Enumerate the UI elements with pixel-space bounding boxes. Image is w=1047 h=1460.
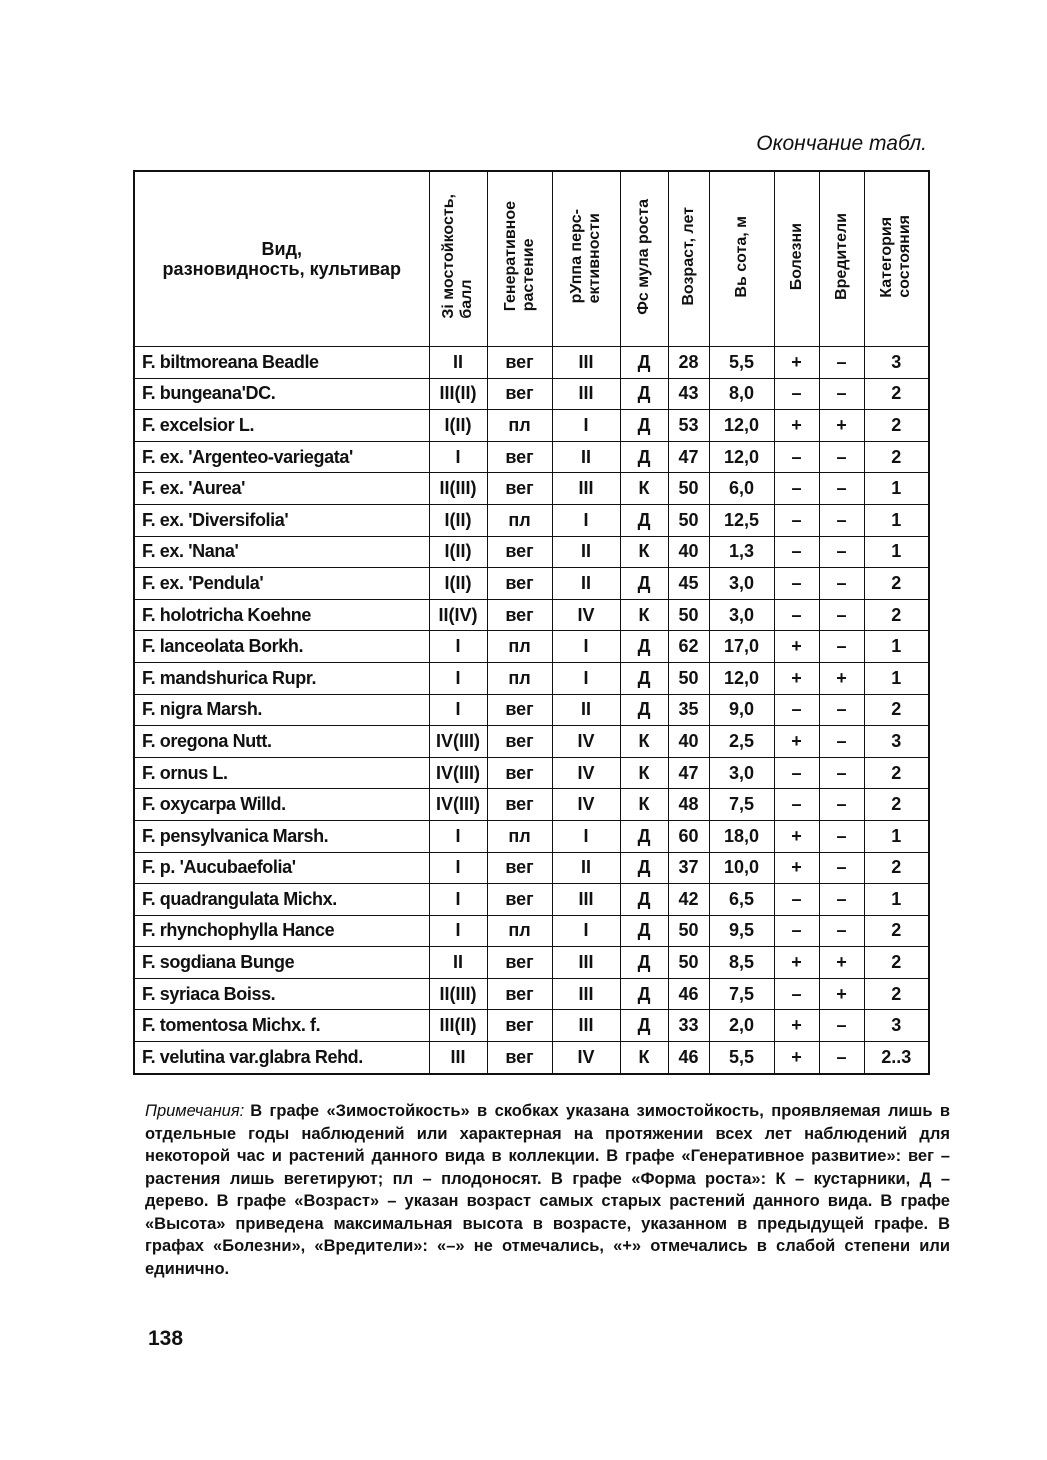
header-category-line2: состояния (896, 215, 914, 298)
cell-name: F. ex. 'Argenteo-variegata' (134, 441, 429, 473)
cell-form: К (620, 473, 668, 505)
cell-height: 5,5 (709, 347, 774, 379)
cell-name: F. pensylvanica Marsh. (134, 820, 429, 852)
cell-group: IV (552, 1042, 620, 1074)
cell-pests: – (819, 884, 864, 916)
cell-age: 50 (668, 473, 709, 505)
table-row (134, 631, 929, 663)
table-row (134, 599, 929, 631)
cell-age: 47 (668, 441, 709, 473)
cell-height: 12,5 (709, 504, 774, 536)
header-age-text: Возраст, лет (679, 207, 697, 306)
cell-age: 60 (668, 820, 709, 852)
cell-form: Д (620, 694, 668, 726)
cell-diseases: – (774, 504, 819, 536)
cell-hardiness: II (429, 947, 487, 979)
cell-age: 50 (668, 599, 709, 631)
cell-height: 3,0 (709, 599, 774, 631)
cell-group: I (552, 631, 620, 663)
cell-form: Д (620, 504, 668, 536)
cell-pests: – (819, 568, 864, 600)
cell-form: К (620, 757, 668, 789)
cell-category: 1 (864, 884, 929, 916)
header-prospect-group (552, 171, 620, 347)
cell-age: 33 (668, 1010, 709, 1042)
cell-group: III (552, 978, 620, 1010)
cell-name: F. velutina var.glabra Rehd. (134, 1042, 429, 1074)
cell-age: 46 (668, 978, 709, 1010)
cell-height: 7,5 (709, 978, 774, 1010)
table-row (134, 915, 929, 947)
cell-gen: вег (487, 599, 552, 631)
cell-pests: – (819, 1042, 864, 1074)
cell-form: Д (620, 978, 668, 1010)
cell-height: 18,0 (709, 820, 774, 852)
cell-gen: вег (487, 694, 552, 726)
cell-hardiness: I (429, 441, 487, 473)
header-condition-category (864, 171, 929, 347)
cell-hardiness: I (429, 694, 487, 726)
cell-gen: вег (487, 536, 552, 568)
cell-name: F. ex. 'Diversifolia' (134, 504, 429, 536)
cell-pests: – (819, 536, 864, 568)
cell-category: 2 (864, 599, 929, 631)
cell-pests: – (819, 599, 864, 631)
cell-hardiness: II(III) (429, 473, 487, 505)
cell-gen: вег (487, 884, 552, 916)
cell-group: II (552, 694, 620, 726)
cell-height: 2,0 (709, 1010, 774, 1042)
header-hardiness-line1: Зi мостойкость, (440, 194, 457, 319)
cell-hardiness: IV(III) (429, 789, 487, 821)
cell-group: III (552, 473, 620, 505)
cell-age: 50 (668, 662, 709, 694)
header-generative-line2: растение (519, 238, 537, 312)
cell-pests: + (819, 662, 864, 694)
cell-name: F. ex. 'Nana' (134, 536, 429, 568)
cell-diseases: + (774, 631, 819, 663)
cell-height: 8,0 (709, 378, 774, 410)
cell-age: 28 (668, 347, 709, 379)
cell-age: 37 (668, 852, 709, 884)
header-growth-form (620, 171, 668, 347)
cell-group: I (552, 410, 620, 442)
cell-gen: пл (487, 631, 552, 663)
cell-form: К (620, 789, 668, 821)
cell-category: 2 (864, 978, 929, 1010)
cell-pests: – (819, 915, 864, 947)
cell-hardiness: II (429, 347, 487, 379)
cell-category: 2 (864, 410, 929, 442)
cell-diseases: – (774, 473, 819, 505)
table-header-row (134, 171, 929, 347)
cell-gen: вег (487, 378, 552, 410)
cell-height: 5,5 (709, 1042, 774, 1074)
table-row (134, 757, 929, 789)
cell-group: III (552, 347, 620, 379)
table-row (134, 884, 929, 916)
cell-height: 3,0 (709, 568, 774, 600)
cell-age: 50 (668, 504, 709, 536)
cell-pests: – (819, 789, 864, 821)
page-number: 138 (148, 1327, 184, 1350)
cell-gen: вег (487, 441, 552, 473)
cell-hardiness: I (429, 631, 487, 663)
cell-name: F. ex. 'Aurea' (134, 473, 429, 505)
cell-age: 47 (668, 757, 709, 789)
cell-group: III (552, 1010, 620, 1042)
cell-hardiness: I (429, 662, 487, 694)
cell-gen: вег (487, 726, 552, 758)
header-form-text: Фс мула роста (635, 198, 652, 315)
cell-name: F. nigra Marsh. (134, 694, 429, 726)
cell-gen: пл (487, 915, 552, 947)
cell-height: 17,0 (709, 631, 774, 663)
header-species (134, 171, 429, 347)
cell-gen: вег (487, 852, 552, 884)
cell-form: Д (620, 631, 668, 663)
cell-hardiness: II(III) (429, 978, 487, 1010)
cell-category: 2 (864, 852, 929, 884)
cell-name: F. holotricha Koehne (134, 599, 429, 631)
table-row (134, 568, 929, 600)
cell-diseases: – (774, 568, 819, 600)
cell-age: 40 (668, 536, 709, 568)
cell-form: Д (620, 884, 668, 916)
cell-diseases: + (774, 1010, 819, 1042)
cell-category: 2 (864, 568, 929, 600)
cell-name: F. lanceolata Borkh. (134, 631, 429, 663)
cell-diseases: – (774, 884, 819, 916)
cell-pests: – (819, 726, 864, 758)
table-continuation-caption: Окончание табл. (756, 132, 927, 155)
cell-category: 1 (864, 662, 929, 694)
cell-pests: – (819, 347, 864, 379)
cell-group: IV (552, 726, 620, 758)
cell-category: 2 (864, 789, 929, 821)
cell-name: F. oregona Nutt. (134, 726, 429, 758)
cell-group: II (552, 536, 620, 568)
cell-age: 35 (668, 694, 709, 726)
cell-diseases: + (774, 852, 819, 884)
cell-diseases: – (774, 599, 819, 631)
cell-name: F. mandshurica Rupr. (134, 662, 429, 694)
cell-pests: – (819, 504, 864, 536)
cell-diseases: – (774, 789, 819, 821)
cell-gen: вег (487, 568, 552, 600)
cell-height: 9,5 (709, 915, 774, 947)
table-row (134, 347, 929, 379)
header-species-line2: разновидность, культивар (162, 259, 402, 279)
cell-diseases: + (774, 820, 819, 852)
header-hardiness (429, 171, 487, 347)
table-row (134, 1010, 929, 1042)
cell-group: III (552, 947, 620, 979)
cell-gen: вег (487, 1010, 552, 1042)
header-age (668, 171, 709, 347)
cell-height: 12,0 (709, 662, 774, 694)
cell-gen: пл (487, 820, 552, 852)
cell-hardiness: I(II) (429, 536, 487, 568)
cell-age: 50 (668, 947, 709, 979)
cell-diseases: – (774, 441, 819, 473)
cell-pests: – (819, 473, 864, 505)
cell-hardiness: IV(III) (429, 757, 487, 789)
cell-name: F. bungeana'DC. (134, 378, 429, 410)
cell-category: 3 (864, 1010, 929, 1042)
cell-category: 1 (864, 631, 929, 663)
cell-category: 2 (864, 441, 929, 473)
notes-label: Примечания: (145, 1102, 245, 1120)
table-row (134, 726, 929, 758)
cell-age: 42 (668, 884, 709, 916)
cell-hardiness: I (429, 884, 487, 916)
cell-name: F. p. 'Aucubaefolia' (134, 852, 429, 884)
cell-age: 62 (668, 631, 709, 663)
cell-group: II (552, 441, 620, 473)
table-row (134, 789, 929, 821)
cell-height: 6,0 (709, 473, 774, 505)
cell-pests: – (819, 631, 864, 663)
cell-category: 2 (864, 915, 929, 947)
table-row (134, 820, 929, 852)
cell-height: 1,3 (709, 536, 774, 568)
cell-form: Д (620, 820, 668, 852)
header-diseases-text: Болезни (787, 222, 805, 291)
cell-diseases: – (774, 915, 819, 947)
cell-category: 1 (864, 536, 929, 568)
cell-group: IV (552, 789, 620, 821)
table-row (134, 378, 929, 410)
cell-height: 2,5 (709, 726, 774, 758)
cell-gen: вег (487, 473, 552, 505)
cell-name: F. ex. 'Pendula' (134, 568, 429, 600)
cell-group: II (552, 568, 620, 600)
cell-name: F. syriaca Boiss. (134, 978, 429, 1010)
cell-diseases: + (774, 1042, 819, 1074)
cell-hardiness: III(II) (429, 378, 487, 410)
cell-category: 3 (864, 726, 929, 758)
cell-group: IV (552, 599, 620, 631)
header-category-line1: Категория (878, 217, 896, 298)
cell-hardiness: I(II) (429, 410, 487, 442)
cell-form: Д (620, 662, 668, 694)
cell-pests: – (819, 694, 864, 726)
cell-category: 2 (864, 757, 929, 789)
cell-height: 10,0 (709, 852, 774, 884)
cell-name: F. ornus L. (134, 757, 429, 789)
cell-hardiness: IV(III) (429, 726, 487, 758)
header-group-line1: рУппа перс- (568, 209, 585, 304)
header-pests (819, 171, 864, 347)
cell-height: 9,0 (709, 694, 774, 726)
cell-name: F. oxycarpa Willd. (134, 789, 429, 821)
cell-age: 50 (668, 915, 709, 947)
cell-height: 6,5 (709, 884, 774, 916)
cell-height: 12,0 (709, 410, 774, 442)
cell-group: III (552, 884, 620, 916)
cell-gen: пл (487, 410, 552, 442)
cell-category: 3 (864, 347, 929, 379)
cell-pests: – (819, 852, 864, 884)
table-row (134, 852, 929, 884)
table-row (134, 441, 929, 473)
cell-age: 53 (668, 410, 709, 442)
table-row (134, 504, 929, 536)
cell-group: I (552, 504, 620, 536)
cell-diseases: + (774, 410, 819, 442)
table-row (134, 947, 929, 979)
table-row (134, 662, 929, 694)
table-row (134, 1042, 929, 1074)
cell-form: Д (620, 852, 668, 884)
cell-pests: – (819, 820, 864, 852)
cell-gen: вег (487, 757, 552, 789)
cell-form: Д (620, 568, 668, 600)
cell-form: К (620, 599, 668, 631)
species-table (133, 170, 930, 1075)
cell-height: 8,5 (709, 947, 774, 979)
cell-name: F. tomentosa Michx. f. (134, 1010, 429, 1042)
cell-category: 2 (864, 378, 929, 410)
cell-diseases: + (774, 947, 819, 979)
cell-form: Д (620, 947, 668, 979)
notes-text: В графе «Зимостойкость» в скобках указана зимостойкость, проявляемая лишь в отдельные годы наблюдений или характерная на протяжении всех лет наблюдений для некоторой час и растений данного вида в коллекции. В графе «Генеративное развитие»: вег – растения лишь вегетируют; пл – плодоносят. В графе «Форма роста»: К – кустарники, Д – дерево. В графе «Возраст» – указан возраст самых старых растений данного вида. В графе «Высота» приведена максимальная высота в возрасте, указанном в предыдущей графе. В графах «Болезни», «Вредители»: «–» не отмечались, «+» отмечались в слабой степени или единично. (145, 1102, 950, 1278)
cell-hardiness: I (429, 852, 487, 884)
cell-category: 1 (864, 820, 929, 852)
header-pests-text: Вредители (832, 213, 850, 300)
cell-group: IV (552, 757, 620, 789)
cell-height: 3,0 (709, 757, 774, 789)
cell-group: II (552, 852, 620, 884)
cell-form: Д (620, 347, 668, 379)
cell-gen: пл (487, 504, 552, 536)
cell-gen: вег (487, 789, 552, 821)
cell-diseases: – (774, 378, 819, 410)
cell-pests: – (819, 1010, 864, 1042)
cell-pests: – (819, 378, 864, 410)
header-height-text: Вь сота, м (732, 215, 750, 298)
cell-form: Д (620, 915, 668, 947)
cell-diseases: + (774, 347, 819, 379)
cell-hardiness: I (429, 915, 487, 947)
cell-hardiness: III (429, 1042, 487, 1074)
cell-gen: вег (487, 978, 552, 1010)
cell-hardiness: III(II) (429, 1010, 487, 1042)
cell-form: К (620, 536, 668, 568)
cell-age: 40 (668, 726, 709, 758)
cell-diseases: + (774, 662, 819, 694)
cell-category: 1 (864, 473, 929, 505)
cell-gen: пл (487, 662, 552, 694)
cell-name: F. quadrangulata Michx. (134, 884, 429, 916)
cell-age: 48 (668, 789, 709, 821)
table-body (134, 347, 929, 1074)
cell-group: I (552, 662, 620, 694)
notes (145, 1100, 950, 1280)
cell-category: 2 (864, 694, 929, 726)
cell-diseases: – (774, 978, 819, 1010)
cell-diseases: + (774, 726, 819, 758)
cell-height: 12,0 (709, 441, 774, 473)
cell-category: 1 (864, 504, 929, 536)
cell-age: 43 (668, 378, 709, 410)
cell-form: Д (620, 410, 668, 442)
cell-pests: – (819, 757, 864, 789)
table-row (134, 536, 929, 568)
cell-name: F. rhynchophylla Hance (134, 915, 429, 947)
cell-form: К (620, 726, 668, 758)
header-group-line2: ективности (586, 213, 603, 304)
cell-form: Д (620, 1010, 668, 1042)
cell-gen: вег (487, 947, 552, 979)
cell-hardiness: II(IV) (429, 599, 487, 631)
cell-category: 2 (864, 947, 929, 979)
table-row (134, 473, 929, 505)
header-hardiness-line2: балл (458, 279, 475, 319)
cell-pests: + (819, 410, 864, 442)
cell-diseases: – (774, 536, 819, 568)
cell-height: 7,5 (709, 789, 774, 821)
cell-diseases: – (774, 757, 819, 789)
cell-pests: + (819, 947, 864, 979)
cell-name: F. sogdiana Bunge (134, 947, 429, 979)
cell-group: III (552, 378, 620, 410)
cell-form: К (620, 1042, 668, 1074)
cell-gen: вег (487, 1042, 552, 1074)
cell-hardiness: I(II) (429, 568, 487, 600)
cell-diseases: – (774, 694, 819, 726)
header-species-line1: Вид, (261, 239, 302, 259)
table-row (134, 694, 929, 726)
cell-hardiness: I (429, 820, 487, 852)
table-row (134, 410, 929, 442)
cell-name: F. biltmoreana Beadle (134, 347, 429, 379)
header-height (709, 171, 774, 347)
cell-name: F. excelsior L. (134, 410, 429, 442)
cell-group: I (552, 820, 620, 852)
cell-group: I (552, 915, 620, 947)
cell-pests: + (819, 978, 864, 1010)
cell-pests: – (819, 441, 864, 473)
cell-gen: вег (487, 347, 552, 379)
cell-category: 2..3 (864, 1042, 929, 1074)
cell-age: 46 (668, 1042, 709, 1074)
header-diseases (774, 171, 819, 347)
header-generative (487, 171, 552, 347)
table-row (134, 978, 929, 1010)
cell-hardiness: I(II) (429, 504, 487, 536)
header-generative-line1: Генеративное (501, 201, 519, 312)
cell-age: 45 (668, 568, 709, 600)
cell-form: Д (620, 378, 668, 410)
cell-form: Д (620, 441, 668, 473)
